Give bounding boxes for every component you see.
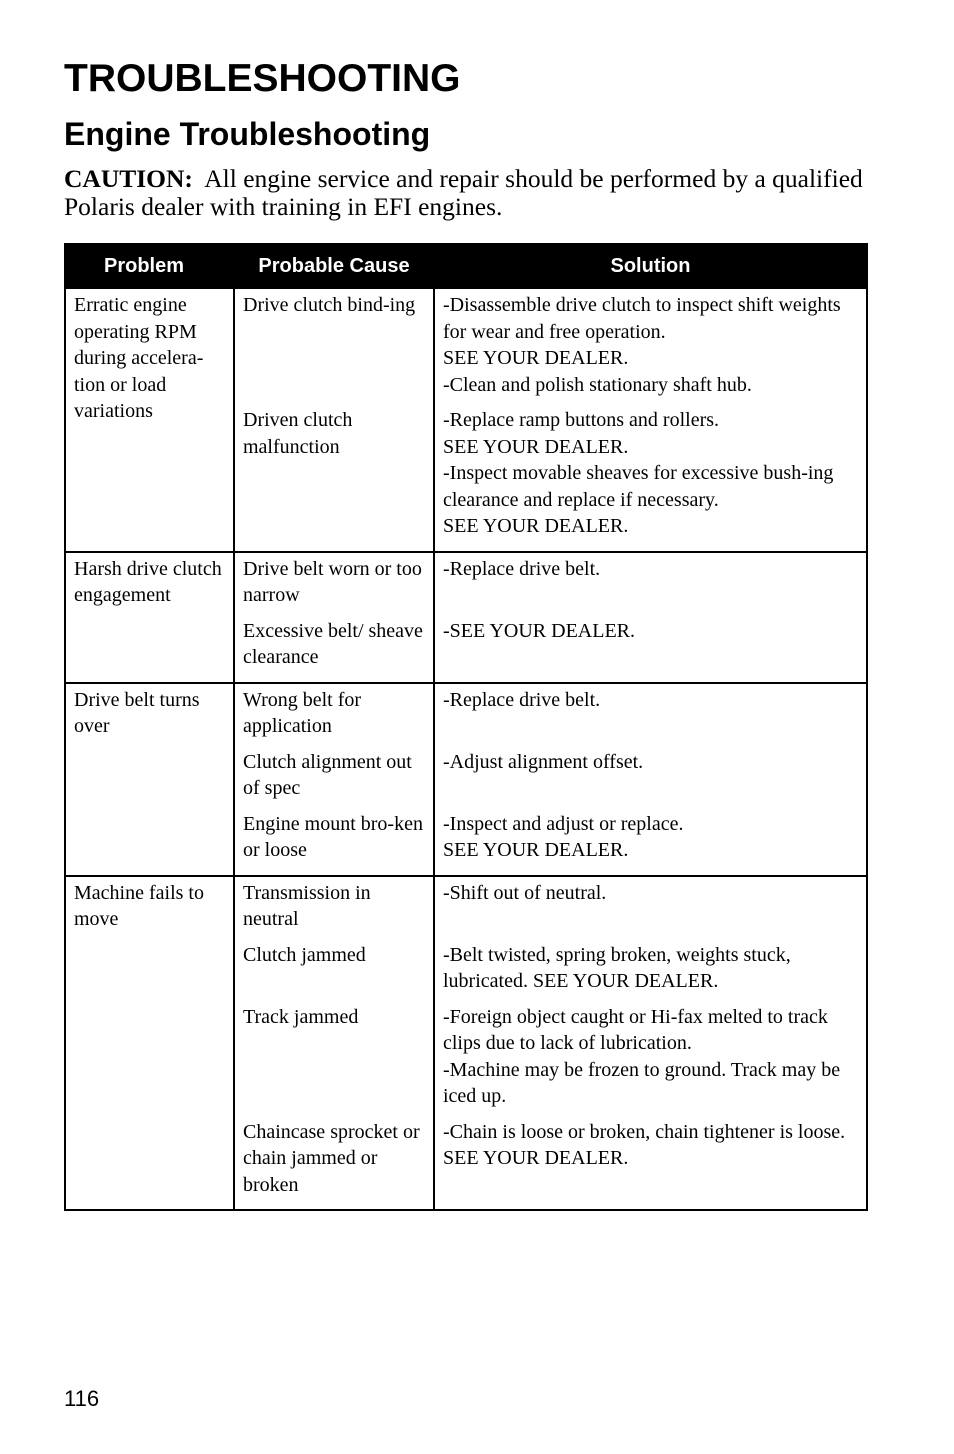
page-title: TROUBLESHOOTING [64,57,461,100]
table-row [65,876,867,933]
solution-line: -Replace drive belt. [443,557,601,580]
solution-cell [434,609,867,683]
solution-line: -Inspect and adjust or replace. [443,812,684,835]
section-title: Engine Troubleshooting [64,116,431,152]
table-row [65,683,867,740]
solution-cell [434,288,867,398]
caution-text: All engine service and repair should be performed by a qualified Polaris dealer with training in EFI engines. [64,164,863,221]
solution-line: -Belt twisted, spring broken, weights stuck, lubricated. SEE YOUR DEALER. [443,943,791,992]
solution-line: -Clean and polish stationary shaft hub. [443,373,752,396]
solution-cell [434,933,867,995]
probable-cause-cell: Excessive belt/ sheave clearance [234,609,434,683]
solution-line: -Chain is loose or broken, chain tightener is loose. SEE YOUR DEALER. [443,1120,846,1169]
solution-cell [434,552,867,609]
solution-cell [434,683,867,740]
problem-cell: Drive belt turns over [65,683,234,876]
solution-cell [434,876,867,933]
solution-line: -Adjust alignment offset. [443,750,644,773]
probable-cause-cell: Drive clutch bind-ing [234,288,434,398]
probable-cause-cell: Engine mount bro-ken or loose [234,802,434,876]
problem-cell: Erratic engine operating RPM during accelera-tion or load variations [65,288,234,552]
solution-line: -SEE YOUR DEALER. [443,619,636,642]
solution-line: SEE YOUR DEALER. [443,515,629,537]
solution-line: -Disassemble drive clutch to inspect shift weights for wear and free operation. [443,294,841,343]
probable-cause-cell: Chaincase sprocket or chain jammed or broken [234,1110,434,1211]
solution-line: SEE YOUR DEALER. [443,347,629,369]
caution-label: CAUTION: [64,164,193,193]
solution-line: -Machine may be frozen to ground. Track may be iced up. [443,1058,841,1107]
problem-cell: Machine fails to move [65,876,234,1211]
probable-cause-cell: Clutch alignment out of spec [234,740,434,802]
table-body [65,288,867,1210]
probable-cause-cell: Transmission in neutral [234,876,434,933]
caution-note [64,165,864,221]
table-header-row [65,244,867,288]
solution-cell [434,1110,867,1211]
problem-cell: Harsh drive clutch engagement [65,552,234,683]
solution-line: -Replace drive belt. [443,688,601,711]
header-probable-cause: Probable Cause [234,244,434,288]
header-problem: Problem [65,244,234,288]
solution-cell [434,802,867,876]
solution-line: -Replace ramp buttons and rollers. [443,409,720,431]
solution-line: SEE YOUR DEALER. [443,435,629,458]
solution-cell [434,398,867,552]
probable-cause-cell: Wrong belt for application [234,683,434,740]
solution-line: -Foreign object caught or Hi-fax melted to track clips due to lack of lubrication. [443,1005,828,1054]
table-row [65,288,867,398]
probable-cause-cell: Drive belt worn or too narrow [234,552,434,609]
probable-cause-cell: Driven clutch malfunction [234,398,434,552]
solution-line: SEE YOUR DEALER. [443,839,629,861]
header-solution: Solution [434,244,867,288]
solution-line: -Inspect movable sheaves for excessive bush-ing clearance and replace if necessary. [443,462,834,511]
probable-cause-cell: Track jammed [234,995,434,1110]
solution-cell [434,740,867,802]
solution-cell [434,995,867,1110]
solution-line: -Shift out of neutral. [443,881,607,904]
table-row [65,552,867,609]
troubleshooting-table [64,243,868,1211]
probable-cause-cell: Clutch jammed [234,933,434,995]
page-number: 116 [64,1386,100,1411]
